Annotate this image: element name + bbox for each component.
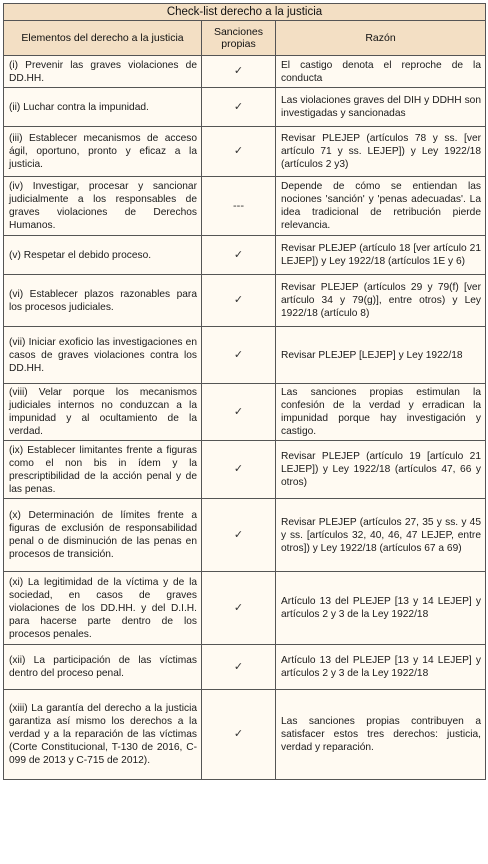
check-mark-icon: ✓ — [202, 441, 276, 499]
header-reason: Razón — [276, 21, 486, 56]
table-row — [4, 690, 486, 780]
reason-cell: Artículo 13 del PLEJEP [13 y 14 LEJEP] y artículos 2 y 3 de la Ley 1922/18 — [276, 645, 486, 690]
table-title: Check-list derecho a la justicia — [4, 4, 486, 21]
reason-cell: Las sanciones propias contribuyen a satisfacer estos tres derechos: justicia, verdad y reparación. — [276, 690, 486, 780]
reason-cell: Las violaciones graves del DIH y DDHH son investigadas y sancionadas — [276, 88, 486, 127]
reason-cell: Revisar PLEJEP (artículo 18 [ver artículo 21 LEJEP]) y Ley 1922/18 (artículos 1E y 6) — [276, 236, 486, 275]
table-row — [4, 441, 486, 499]
element-cell: (viii) Velar porque los mecanismos judiciales internos no conduzcan a la impunidad y al ocultamiento de la verdad. — [4, 384, 202, 441]
check-mark-icon: ✓ — [202, 499, 276, 572]
element-cell: (ix) Establecer limitantes frente a figuras como el non bis in ídem y la prescriptibilidad de la acción penal y de las penas. — [4, 441, 202, 499]
check-mark-icon: ✓ — [202, 327, 276, 384]
check-mark-icon: ✓ — [202, 88, 276, 127]
reason-cell: Revisar PLEJEP (artículos 78 y ss. [ver artículo 71 y ss. LEJEP]) y Ley 1922/18 (artículos 2 y3) — [276, 127, 486, 177]
check-mark-icon: ✓ — [202, 275, 276, 327]
check-mark-icon: ✓ — [202, 645, 276, 690]
element-cell: (xii) La participación de las víctimas dentro del proceso penal. — [4, 645, 202, 690]
reason-cell: Revisar PLEJEP (artículo 19 [artículo 21 LEJEP]) y Ley 1922/18 (artículos 47, 66 y otros) — [276, 441, 486, 499]
element-cell: (v) Respetar el debido proceso. — [4, 236, 202, 275]
element-cell: (vi) Establecer plazos razonables para los procesos judiciales. — [4, 275, 202, 327]
reason-cell: Revisar PLEJEP (artículos 27, 35 y ss. y 45 y ss. [artículos 32, 40, 46, 47 LEJEP, entre otros]) y Ley 1922/18 (artículos 67 a 69) — [276, 499, 486, 572]
header-sanctions: Sanciones propias — [202, 21, 276, 56]
check-mark-icon: ✓ — [202, 572, 276, 645]
table-row — [4, 645, 486, 690]
table-row — [4, 88, 486, 127]
check-mark-icon: ✓ — [202, 56, 276, 88]
reason-cell: Las sanciones propias estimulan la confesión de la verdad y erradican la impunidad porque hay investigación y castigo. — [276, 384, 486, 441]
element-cell: (i) Prevenir las graves violaciones de DD.HH. — [4, 56, 202, 88]
element-cell: (xiii) La garantía del derecho a la justicia garantiza así mismo los derechos a la verdad y a la reparación de las víctimas (Corte Constitucional, T-130 de 2016, C-099 de 2013 y C-715 de 2012). — [4, 690, 202, 780]
table-row — [4, 327, 486, 384]
table-row — [4, 177, 486, 236]
checklist-table — [3, 3, 486, 780]
table-row — [4, 236, 486, 275]
element-cell: (vii) Iniciar exoficio las investigaciones en casos de graves violaciones contra los DD.HH. — [4, 327, 202, 384]
reason-cell: Revisar PLEJEP [LEJEP] y Ley 1922/18 — [276, 327, 486, 384]
reason-cell: Depende de cómo se entiendan las nociones 'sanción' y 'penas adecuadas'. La idea tradicional de retribución pierde relevancia. — [276, 177, 486, 236]
element-cell: (iii) Establecer mecanismos de acceso ágil, oportuno, pronto y eficaz a la justicia. — [4, 127, 202, 177]
check-mark-icon: ✓ — [202, 127, 276, 177]
reason-cell: Revisar PLEJEP (artículos 29 y 79(f) [ver artículo 34 y 79(g)], entre otros) y Ley 1922/18 (artículo 8) — [276, 275, 486, 327]
table-row — [4, 127, 486, 177]
checklist-table-container — [3, 3, 485, 780]
reason-cell: El castigo denota el reproche de la conducta — [276, 56, 486, 88]
table-row — [4, 384, 486, 441]
element-cell: (xi) La legitimidad de la víctima y de la sociedad, en casos de graves violaciones de los DD.HH. y del D.I.H. para hacerse parte dentro de los procesos penales. — [4, 572, 202, 645]
table-row — [4, 56, 486, 88]
reason-cell: Artículo 13 del PLEJEP [13 y 14 LEJEP] y artículos 2 y 3 de la Ley 1922/18 — [276, 572, 486, 645]
table-row — [4, 499, 486, 572]
check-mark-icon: ✓ — [202, 384, 276, 441]
dash-mark: --- — [202, 177, 276, 236]
element-cell: (iv) Investigar, procesar y sancionar judicialmente a los responsables de graves violaciones de Derechos Humanos. — [4, 177, 202, 236]
header-elements: Elementos del derecho a la justicia — [4, 21, 202, 56]
element-cell: (ii) Luchar contra la impunidad. — [4, 88, 202, 127]
table-row — [4, 572, 486, 645]
element-cell: (x) Determinación de límites frente a figuras de exclusión de responsabilidad penal o de disminución de las penas en procesos de transición. — [4, 499, 202, 572]
check-mark-icon: ✓ — [202, 236, 276, 275]
check-mark-icon: ✓ — [202, 690, 276, 780]
table-row — [4, 275, 486, 327]
